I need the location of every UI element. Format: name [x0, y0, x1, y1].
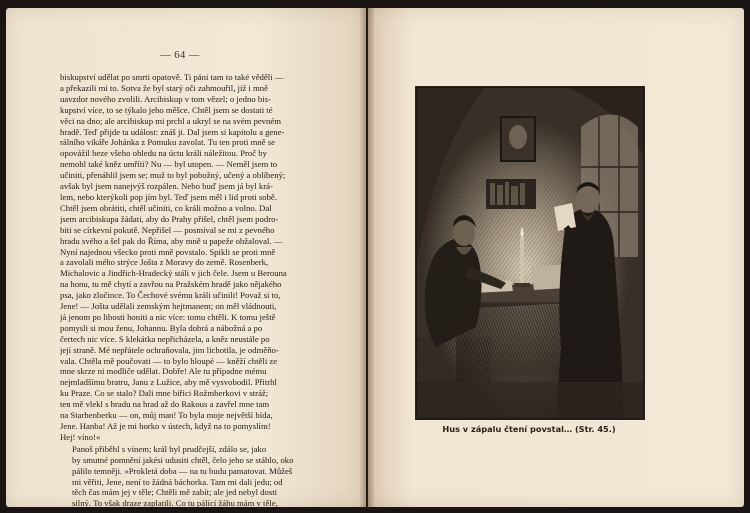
text-line: Nyní najednou všecko proti mně povstalo. Spikli se proti mně: [60, 246, 276, 257]
page-number: — 64 —: [160, 50, 200, 61]
illustration-caption: Hus v zápalu čtení povstal… (Str. 45.): [442, 424, 616, 434]
text-line: ten mě vlekl s hradu na hrad až do Rakous a zavřel mne tam: [60, 399, 270, 410]
text-line: nemohl také kněz umříti? Nu — byl utopen. — Neměl jsem to: [60, 159, 278, 170]
text-line: lem, nebo kterýkoli pop jím byl. Teď jsem měl i lid proti sobě.: [60, 191, 277, 202]
text-line: kupství více, to se týkalo jeho měšce. Chtěl jsem se dostati té: [60, 104, 273, 115]
text-line: mi věřiti, Jene, není to žádná báchorka. Tam mi dali jedu; od: [72, 476, 283, 487]
text-line: psa, jako zločince. To Čechové svému králi učinili! Považ si to,: [60, 290, 281, 301]
engraving-artwork: [416, 87, 644, 419]
text-line: nejmladšímu bratru, Janu z Lužice, aby mě vysvobodil. Přitrhl: [60, 377, 277, 388]
text-line: opovážil beze všeho ohledu na úctu králi náležitou. Proč by: [60, 148, 267, 159]
text-line: na honu, tu mě chytí a zavřou na Pražském hradě jako nějakého: [60, 279, 282, 290]
text-line: hradě. Teď přijde ta událost: znáš ji. Dal jsem si kapitolu a gene-: [60, 126, 285, 137]
text-line: Jene! — Jošta udělali zemským hejtmanem; on měl vládnouti,: [60, 301, 277, 312]
book-gutter: [360, 8, 374, 507]
text-line: biskupství udělat po smrti opatově. Ti páni tam to také věděli —: [60, 72, 284, 82]
engraving-illustration: [415, 86, 645, 420]
text-line: učiniti, přenáhlil jsem se; muž to byl pobožný, učený a oblíbený;: [60, 170, 286, 181]
text-line: já jenom po libosti honiti a nic více: tomu chtěli. K tomu ještě: [60, 311, 276, 322]
text-line: Jene. Hanba! Až je mi horko v ústech, když na to pomyslím!: [60, 421, 271, 431]
text-line: pomysli si mou ženu, Johannu. Byla dobrá a nábožná a po: [60, 322, 263, 333]
text-line: na Starhenberku — on, můj man! To byla moje největší bída,: [60, 410, 273, 421]
text-line: biti se církevní pokutě. Nepřišel — posmíval se mi z pevného: [60, 224, 275, 235]
text-line: a zavolali mého strýce Jošta z Moravy do země. Rosenberk,: [60, 257, 269, 268]
text-line: hradu svého a šel pak do Říma, aby mně u papeže obžaloval. —: [60, 235, 283, 246]
page-body-text: [60, 72, 335, 509]
text-line: její straně. Mé nepřátele ochraňovala, jim lichotila, je odměňo-: [60, 344, 279, 355]
text-line: Panoš přiběhl s vínem; král byl prudčejší, zdálo se, jako: [72, 443, 267, 454]
text-line: Chtěl jsem obrátiti, chtěl učiniti, co králi možno a volno. Dal: [60, 202, 272, 213]
text-paragraph: [60, 444, 335, 509]
text-line: pálilo temněji. »Prokletá doba — na tu budu pamatovat. Můžeš: [72, 465, 293, 476]
text-line: avšak byl jsem nanejvýš rozpálen. Nebo buď jsem já byl krá-: [60, 181, 273, 192]
text-paragraph: [60, 72, 335, 443]
text-line: mne skrze ni modliče udělat. Dobře! Ale tu případne mému: [60, 366, 267, 377]
text-line: ku Praze. Co se stalo? Dali mne biřici Rožmberkovi v stráž;: [60, 388, 269, 399]
text-line: těch čas mám jej v těle; Chtěli mě zabít; ale jed nebyl dosti: [72, 487, 278, 498]
text-line: Hej! víno!«: [60, 431, 101, 442]
text-line: by smutné pomnění jakési udusiti chtěl, čelo jeho se stáhlo, oko: [72, 454, 294, 465]
text-line: silný. To však draze zaplatili. Co tu pálící žáhu mám v těle,: [72, 498, 278, 509]
text-line: rálního vikáře Johánka z Pomuku zavolat. Tu ten proti mně se: [60, 137, 275, 148]
text-line: věci na dno; ale arcibiskup mi prchl a ukryl se na svém pevném: [60, 115, 281, 126]
text-line: jsem arcibiskupa žádati, aby do Prahy přišel, chtěl jsem podro-: [60, 213, 279, 224]
text-line: uavzdor nového zvolili. Arcibiskup v tom vězel; o jedno bis-: [60, 93, 271, 104]
text-line: vala. Chtěla mě poučovati — to bylo hloupé — kněží chtěli ze: [60, 355, 278, 366]
text-line: čertech nic více. S klekátka nepřicházela, a kněz neustále po: [60, 333, 270, 344]
text-line: Michalovic a Jindřich-Hradecký stáli v jich čele. Jsem u Berouna: [60, 268, 287, 279]
text-line: a překazili mi to. Sotva že byl starý oči zahmouřil, již i mně: [60, 82, 268, 93]
